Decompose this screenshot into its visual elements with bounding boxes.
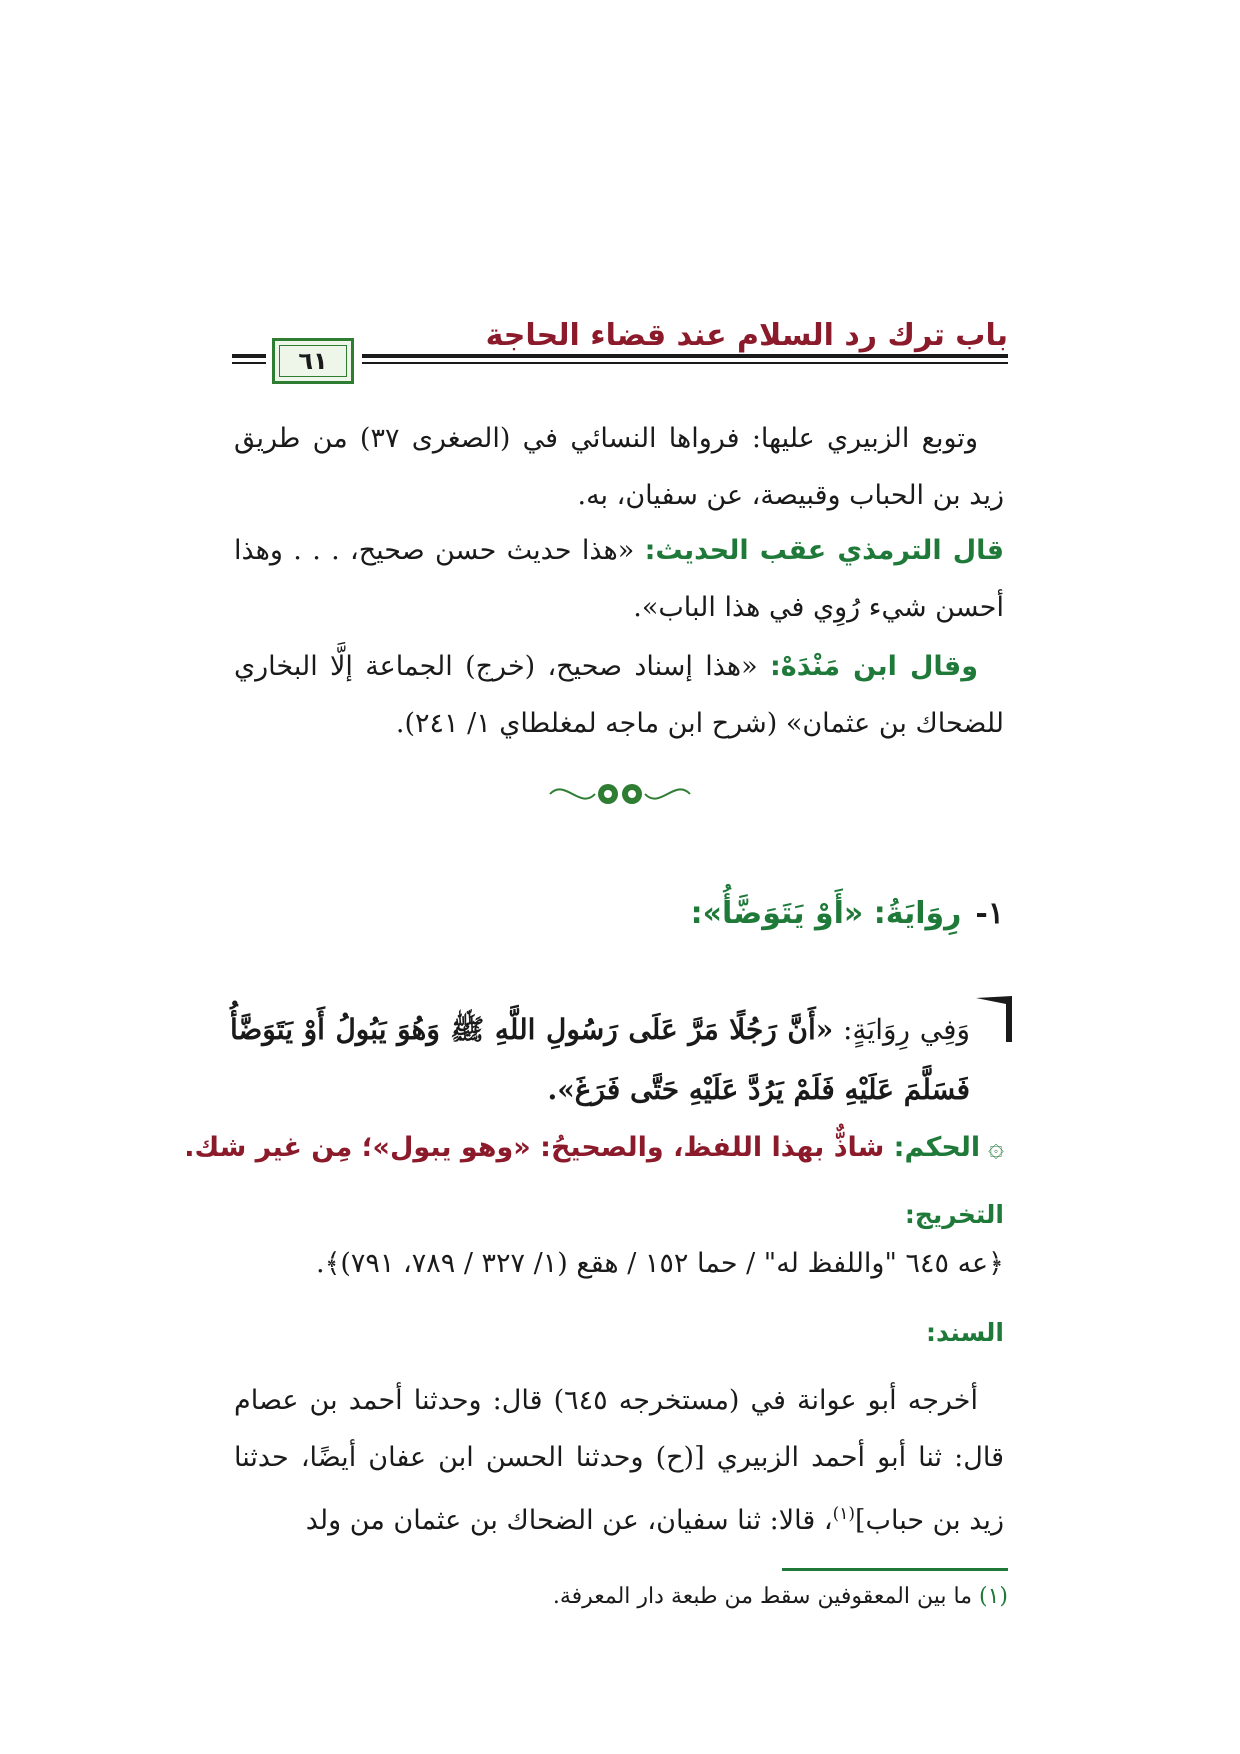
page-number: ٦١ [298, 347, 328, 375]
footnote-text: ما بين المعقوفين سقط من طبعة دار المعرفة. [552, 1584, 979, 1609]
sanad-text-1: أخرجه أبو عوانة في (مستخرجه ٦٤٥) قال: وحدثنا أحمد بن عصام قال: ثنا أبو أحمد الزبيري [(ح) وحدثنا الحسن ابن عفان أيضًا، حدثنا زيد بن حباب] [234, 1385, 1004, 1536]
ruling-text: شاذٌّ بهذا اللفظ، والصحيحُ: «وهو يبول»؛ مِن غير شك. [184, 1132, 894, 1163]
tirmidhi-quote: «هذا حديث حسن صحيح، . . . وهذا أحسن شيء رُوِي في هذا الباب». [234, 535, 1004, 623]
section-heading [691, 896, 1004, 931]
ruling-line [184, 1132, 1004, 1163]
hadith-intro: وَفِي رِوَايَةٍ: [833, 1013, 970, 1046]
running-header-title: باب ترك رد السلام عند قضاء الحاجة [485, 318, 1008, 353]
page-number-badge [272, 338, 354, 384]
footnote [553, 1584, 1008, 1609]
hadith-corner-mark-icon [974, 996, 1014, 1042]
ruling-label: الحكم: [893, 1132, 981, 1163]
ibn-mandah-label: وقال ابن مَنْدَهْ: [769, 651, 978, 682]
paragraph-1-text: وتوبع الزبيري عليها: فرواها النسائي في (الصغرى ٣٧) من طريق زيد بن الحباب وقبيصة، عن سفيان، به. [234, 423, 1004, 511]
takhrij-text: ﴿عه ٦٤٥ "واللفظ له" / حما ١٥٢ / هقع (١/ ٣٢٧ / ٧٨٩، ٧٩١)﴾. [315, 1248, 1004, 1279]
paragraph-1 [234, 410, 1004, 524]
paragraph-2 [234, 522, 1004, 636]
header-rule-left-thick [232, 354, 266, 358]
header-rule-left-thin [232, 362, 266, 364]
sanad-text-2: ، قالا: ثنا سفيان، عن الضحاك بن عثمان من ولد [305, 1505, 833, 1536]
sanad-paragraph [234, 1372, 1004, 1549]
paragraph-3 [234, 638, 1004, 752]
section-number: ١- [975, 896, 1004, 931]
takhrij-heading: التخريج: [904, 1200, 1004, 1229]
header-rule-right-thick [362, 354, 1008, 358]
footnote-separator [782, 1568, 1008, 1571]
header-rule-right-thin [362, 362, 1008, 364]
ibn-mandah-quote: «هذا إسناد صحيح، (خرج) الجماعة إلَّا البخاري للضحاك بن عثمان» (شرح ابن ماجه لمغلطاي ١/ ٢٤١). [234, 651, 1004, 739]
ornament-divider-icon [540, 774, 700, 814]
hadith-block [230, 1000, 970, 1120]
footnote-reference[interactable]: (١) [832, 1504, 856, 1524]
sanad-heading: السند: [925, 1318, 1004, 1347]
tirmidhi-label: قال الترمذي عقب الحديث: [644, 535, 1004, 566]
ruling-icon: ۞ [988, 1132, 1004, 1163]
footnote-number: (١) [978, 1584, 1008, 1609]
section-title: رِوَايَةُ: «أَوْ يَتَوَضَّأُ»: [690, 896, 962, 931]
hadith-text: «أَنَّ رَجُلًا مَرَّ عَلَى رَسُولِ اللَّهِ ﷺ وَهُوَ يَبُولُ أَوْ يَتَوَضَّأُ فَسَلَّمَ عَلَيْهِ فَلَمْ يَرُدَّ عَلَيْهِ حَتَّى فَرَغَ». [230, 1013, 970, 1106]
